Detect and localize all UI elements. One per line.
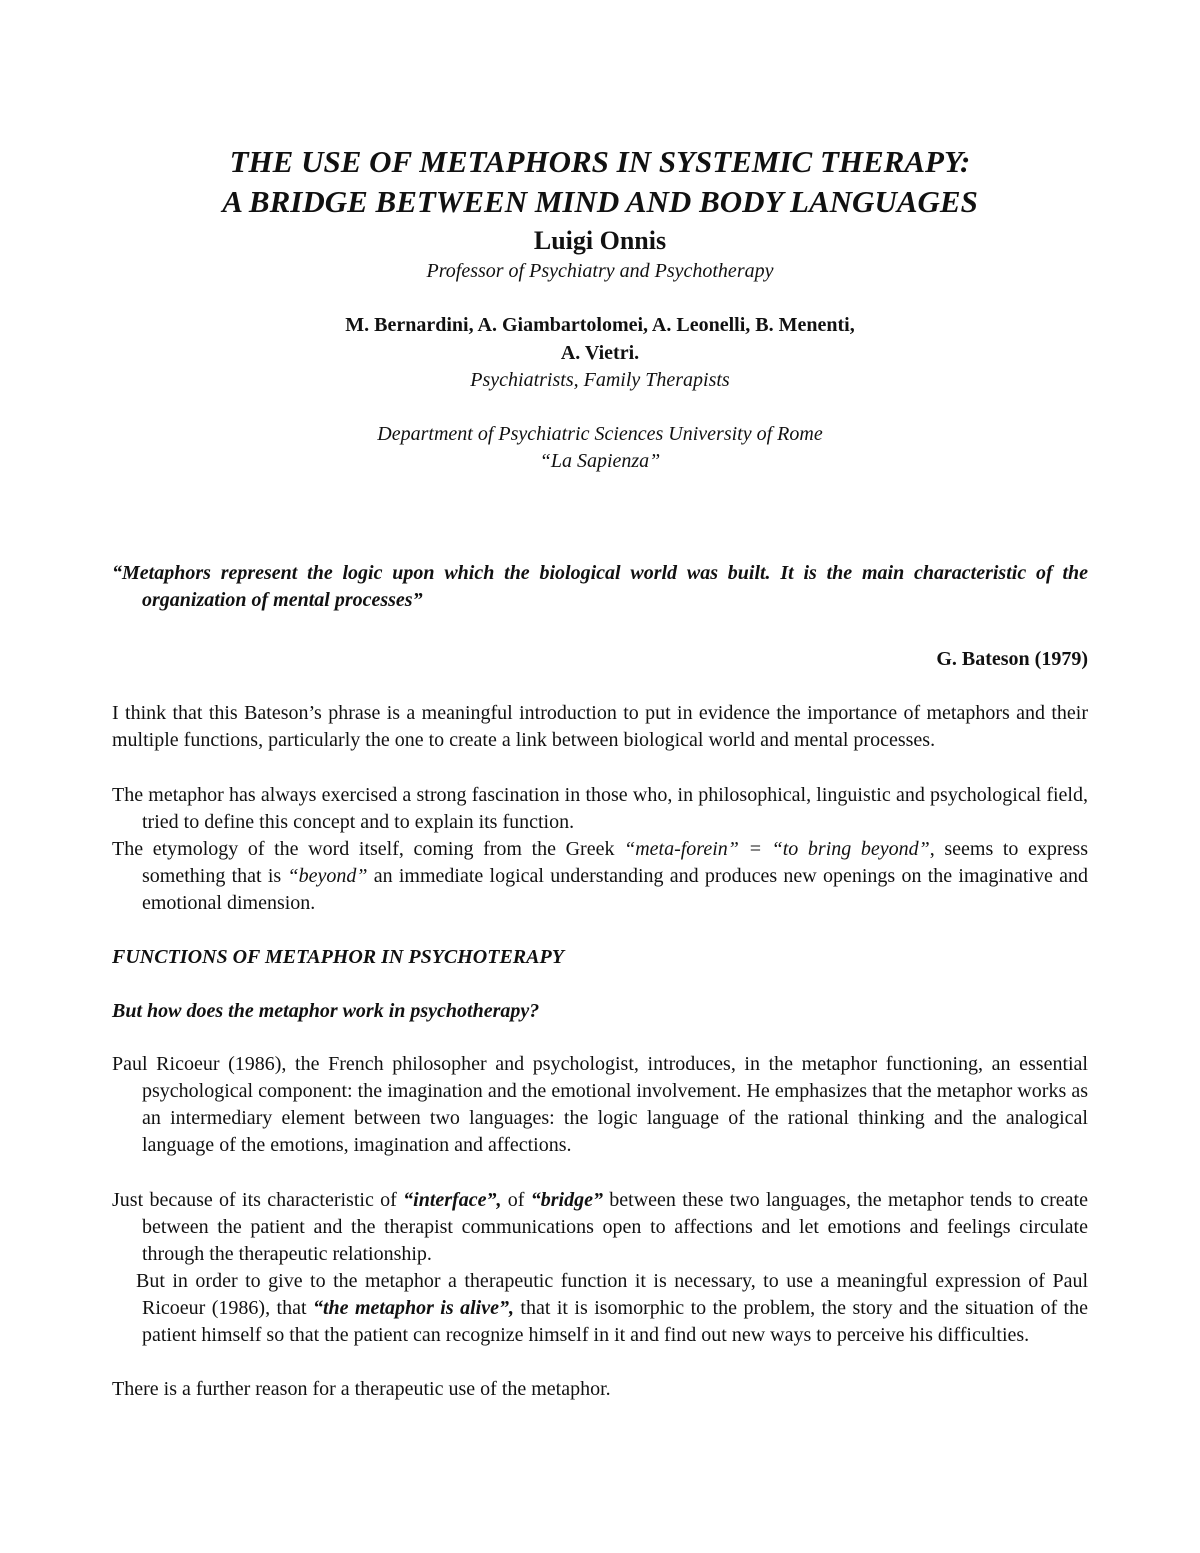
author-role: Professor of Psychiatry and Psychotherapy [426,260,774,282]
section-paragraph-4: There is a further reason for a therapeutic use of the metaphor. [112,1378,611,1400]
section-paragraph-1: Paul Ricoeur (1986), the French philosopher and psychologist, introduces, in the metaphor functioning, an essential psychological component: the imagination and the emotional involvement. He emphasizes that the metaphor works as an intermediary element between two languages: the logic language of the rational thinking and the analogical language of the emotions, imagination and affections. [112,1053,1088,1156]
intro-paragraph-3-text-a: The etymology of the word itself, coming from the Greek [112,838,625,860]
section-question: But how does the metaphor work in psychotherapy? [112,1000,540,1022]
section-paragraph-3-text-a: But in order to give to the metaphor a therapeutic function it is necessary, to use a meaningful expression of Paul Ricoeur (1986), that [136,1270,1088,1319]
section-paragraph-3-text-c: that it is isomorphic to the problem, the story and the situation of the patient himself so that the patient can recognize himself in it and find out new ways to perceive his difficulties. [142,1297,1088,1346]
intro-paragraph-1: I think that this Bateson’s phrase is a meaningful introduction to put in evidence the importance of metaphors and their multiple functions, particularly the one to create a link between biological world and mental processes. [112,702,1088,751]
metaphor-alive-quote: “the metaphor is alive”, [312,1297,514,1319]
bridge-term: “bridge” [530,1189,603,1211]
section-paragraph-3 [112,1268,1088,1349]
intro-paragraph-3-text-c: , seems to express something that is [142,838,1088,887]
paper-title-line-1: THE USE OF METAPHORS IN SYSTEMIC THERAPY: [229,144,971,179]
epigraph-attribution: G. Bateson (1979) [936,648,1088,670]
section-paragraph-2 [112,1187,1088,1268]
beyond-term: “beyond” [287,865,368,887]
author-name: Luigi Onnis [533,226,667,255]
etymology-phrase: “meta-forein” = “to bring beyond” [624,838,930,860]
section-paragraph-2-text-a: Just because of its characteristic of [112,1189,404,1211]
epigraph-quote: “Metaphors represent the logic upon which the biological world was built. It is the main characteristic of the organization of mental processes” [112,562,1088,611]
intro-paragraph-2: The metaphor has always exercised a strong fascination in those who, in philosophical, linguistic and psychological field, tried to define this concept and to explain its function. [112,784,1088,833]
coauthors-line-1: M. Bernardini, A. Giambartolomei, A. Leonelli, B. Menenti, [345,314,855,336]
coauthors-role: Psychiatrists, Family Therapists [470,369,730,391]
paper-title-line-2: A BRIDGE BETWEEN MIND AND BODY LANGUAGES [222,184,978,219]
affiliation-line-1: Department of Psychiatric Sciences University of Rome [377,423,823,445]
coauthors-line-2: A. Vietri. [560,342,640,364]
affiliation-line-2: “La Sapienza” [539,450,661,472]
section-paragraph-2-text-c: of [501,1189,531,1211]
section-heading: FUNCTIONS OF METAPHOR IN PSYCHOTERAPY [112,946,564,968]
interface-term: “interface”, [403,1189,502,1211]
intro-paragraph-3-text-e: an immediate logical understanding and produces new openings on the imaginative and emotional dimension. [142,865,1088,914]
intro-paragraph-3 [112,836,1088,917]
section-paragraph-2-text-e: between these two languages, the metaphor tends to create between the patient and the therapist communications open to affections and let emotions and feelings circulate through the therapeutic relationship. [142,1189,1088,1265]
